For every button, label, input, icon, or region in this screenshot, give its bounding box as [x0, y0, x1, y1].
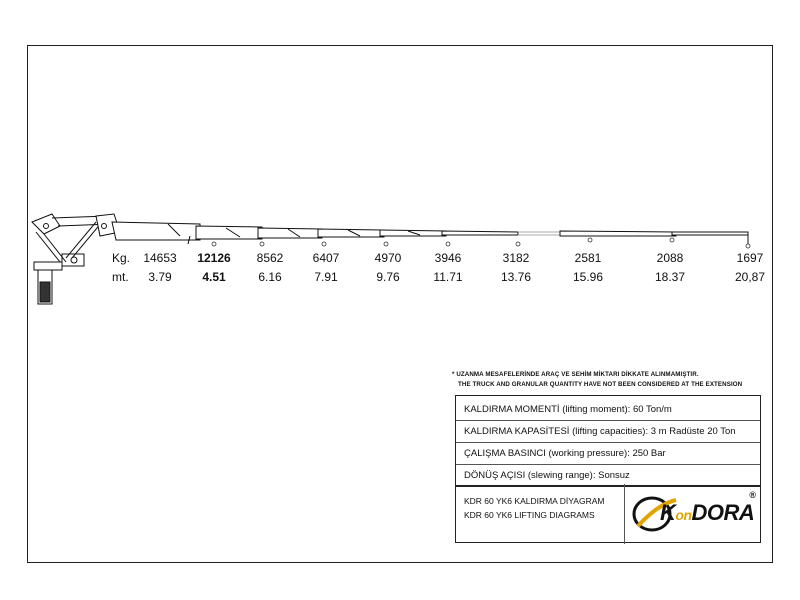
radius-row	[0, 270, 800, 286]
radius-markers	[212, 238, 750, 248]
title-block	[456, 484, 760, 544]
radius-value: 4.51	[202, 270, 226, 284]
spec-slewing-range: DÖNÜŞ AÇISI (slewing range): Sonsuz	[456, 465, 760, 487]
spec-lifting-moment: KALDIRMA MOMENTİ (lifting moment): 60 Ton/m	[456, 399, 760, 421]
boom-sections	[112, 222, 748, 244]
title-english: KDR 60 YK6 LIFTING DIAGRAMS	[464, 510, 595, 520]
mt-label: mt.	[112, 270, 129, 284]
load-value: 4970	[374, 251, 402, 265]
kg-label: Kg.	[112, 251, 131, 265]
spec-lifting-capacity: KALDIRMA KAPASİTESİ (lifting capacities): 3 m Radüste 20 Ton	[456, 421, 760, 443]
title-divider	[624, 484, 625, 544]
radius-value: 13.76	[500, 270, 532, 284]
load-value: 12126	[197, 251, 231, 265]
kondora-logo	[628, 484, 760, 544]
load-value: 8562	[256, 251, 284, 265]
spec-working-pressure: ÇALIŞMA BASINCI (working pressure): 250 Bar	[456, 443, 760, 465]
load-value: 6407	[312, 251, 340, 265]
logo-text: KonDORA	[660, 500, 755, 525]
radius-value: 3.79	[148, 270, 172, 284]
radius-value: 18.37	[654, 270, 686, 284]
load-value: 2581	[574, 251, 602, 265]
radius-value: 11.71	[433, 270, 463, 284]
radius-value: 6.16	[258, 270, 282, 284]
note-turkish: * UZANMA MESAFELERİNDE ARAÇ VE SEHİM MİKTARI DİKKATE ALINMAMIŞTIR.	[452, 371, 699, 378]
radius-value: 7.91	[314, 270, 338, 284]
registered-mark: ®	[749, 490, 756, 500]
load-value: 1697	[736, 251, 764, 265]
radius-value: 20,87	[734, 270, 766, 284]
note-english: THE TRUCK AND GRANULAR QUANTITY HAVE NOT BEEN CONSIDERED AT THE EXTENSION	[458, 381, 743, 388]
radius-value: 15.96	[572, 270, 604, 284]
load-value: 2088	[656, 251, 684, 265]
load-value: 3182	[502, 251, 530, 265]
spec-box	[455, 395, 761, 543]
load-value: 14653	[143, 251, 177, 265]
title-turkish: KDR 60 YK6 KALDIRMA DİYAGRAM	[464, 496, 605, 506]
load-row	[0, 251, 800, 267]
radius-value: 9.76	[376, 270, 400, 284]
load-value: 3946	[434, 251, 462, 265]
